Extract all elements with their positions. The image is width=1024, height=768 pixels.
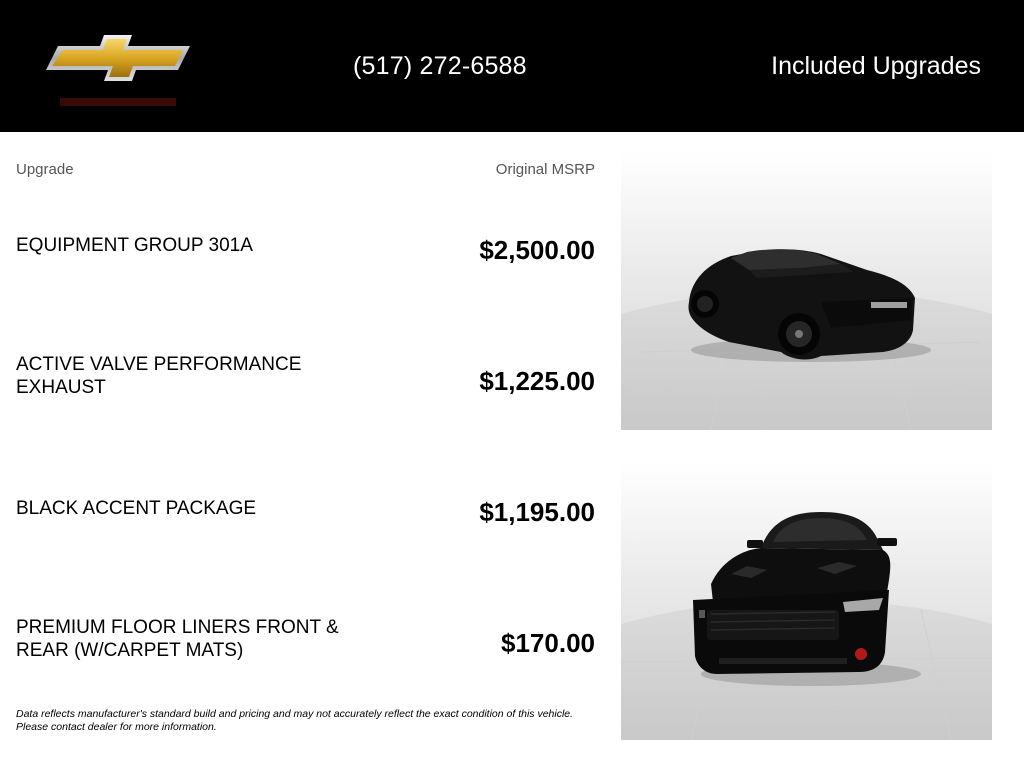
column-header-upgrade: Upgrade [16, 161, 74, 178]
chevrolet-logo-icon [44, 34, 192, 114]
upgrade-price: $170.00 [501, 628, 595, 658]
header-bar [0, 0, 1024, 132]
car-side-photo [621, 152, 992, 430]
upgrade-name: ACTIVE VALVE PERFORMANCE EXHAUST [16, 354, 302, 398]
upgrade-price: $1,195.00 [479, 497, 595, 527]
column-header-msrp: Original MSRP [495, 161, 595, 178]
upgrade-price: $1,225.00 [479, 366, 595, 396]
disclaimer-text: Data reflects manufacturer's standard build and pricing and may not accurately reflect the exact condition of this vehicle. Please contact dealer for more information. [16, 708, 574, 733]
page-title: Included Upgrades [771, 52, 981, 80]
dealer-phone[interactable]: (517) 272-6588 [353, 52, 527, 80]
upgrade-price: $2,500.00 [479, 235, 595, 265]
upgrade-name: EQUIPMENT GROUP 301A [16, 235, 253, 256]
car-front-photo [621, 462, 992, 740]
upgrade-name: BLACK ACCENT PACKAGE [16, 498, 257, 519]
upgrade-name: PREMIUM FLOOR LINERS FRONT & REAR (W/CARPET MATS) [16, 617, 339, 661]
